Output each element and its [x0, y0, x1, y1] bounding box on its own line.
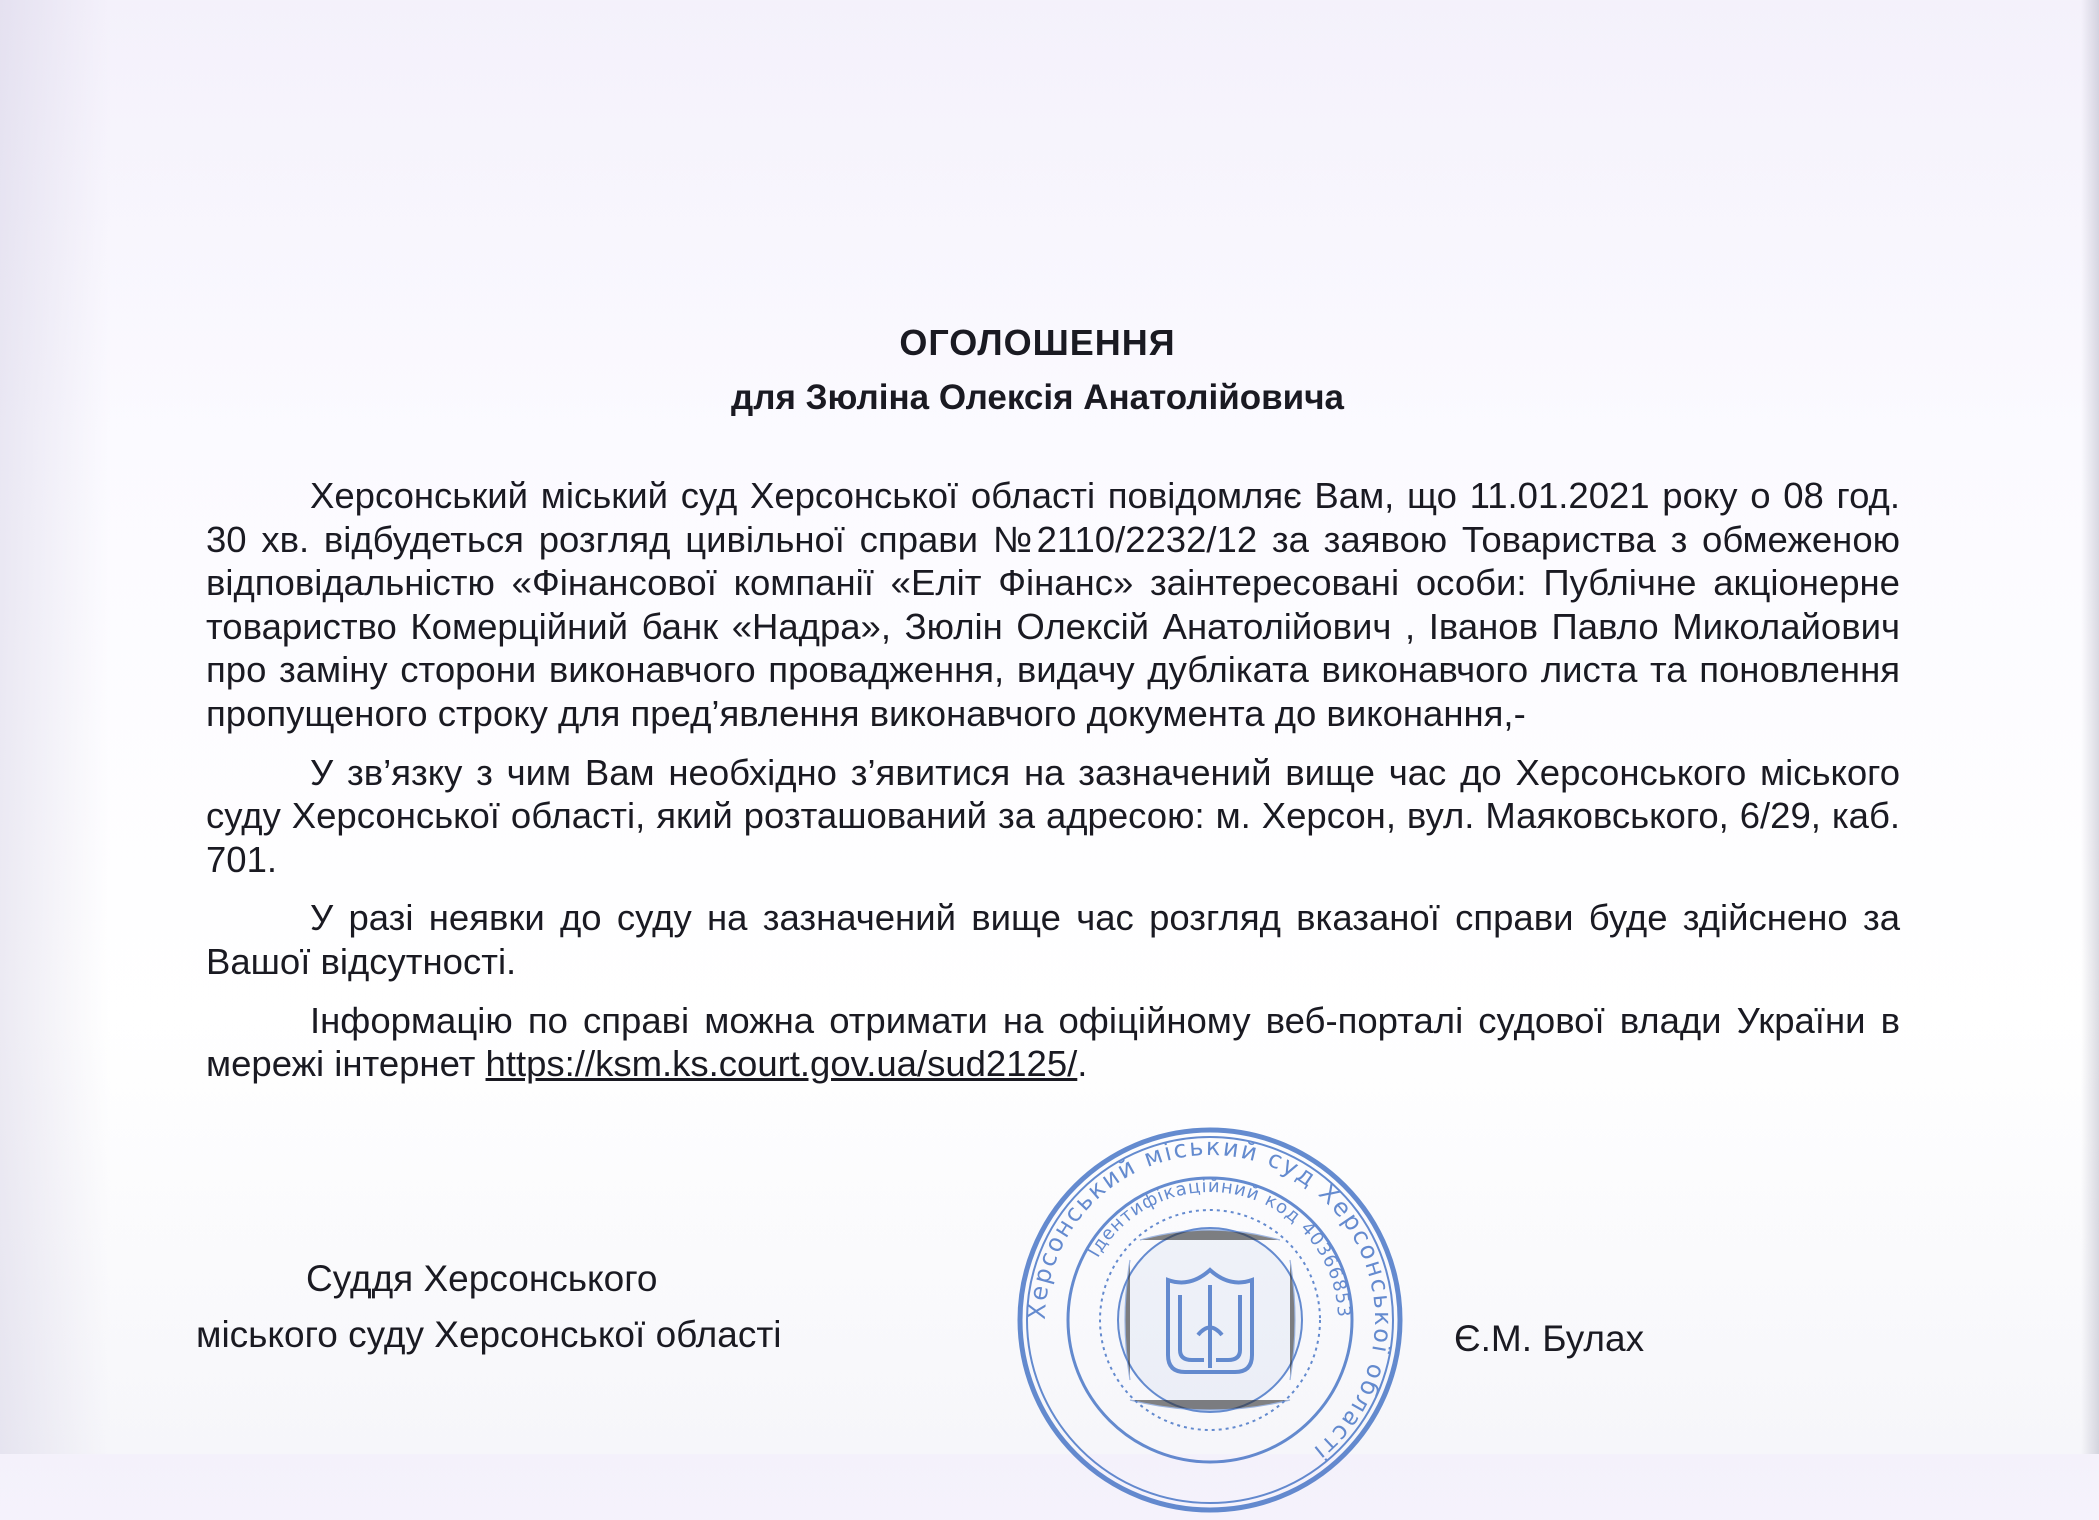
signature-position-line1: Суддя Херсонського: [306, 1258, 658, 1299]
court-seal-stamp: [1000, 1120, 1420, 1520]
paragraph-appearance-request: У зв’язку з чим Вам необхідно з’явитися на зазначений вище час до Херсонського міського суду Херсонської області, який розташований за адресою: м. Херсон, вул. Маяковського, 6/29, каб. 701.: [206, 751, 1900, 880]
stamp-ring-text: Херсонський міський суд Херсонської області: [1022, 1132, 1398, 1468]
signature-position-line2: міського суду Херсонської області: [196, 1314, 782, 1355]
page-shadow-left: [0, 0, 110, 1454]
judge-name: Є.М. Булах: [1454, 1318, 1645, 1359]
paragraph-info-link: [206, 999, 1900, 1086]
court-portal-link[interactable]: https://ksm.ks.court.gov.ua/sud2125/: [485, 1043, 1078, 1085]
stamp-code-text: Ідентифікаційний код 40366853: [1083, 1175, 1355, 1319]
info-link-prefix: Інформацію по справі можна отримати на офіційному веб-порталі судової влади України в мережі інтернет: [206, 999, 1900, 1085]
notice-title: ОГОЛОШЕННЯ: [899, 322, 1176, 363]
paragraph-absence-warning: У разі неявки до суду на зазначений вище час розгляд вказаної справи буде здійснено за Вашої відсутності.: [206, 897, 1900, 982]
info-link-suffix: .: [1077, 1043, 1088, 1085]
notice-body: [206, 474, 1900, 1086]
page-shadow-right: [2081, 0, 2099, 1454]
paragraph-hearing-details: Херсонський міський суд Херсонської області повідомляє Вам, що 11.01.2021 року о 08 год. 30 хв. відбудеться розгляд цивільної справи №2110/2232/12 за заявою Товариства з обмеженою відповідальністю «Фінансової компанії «Еліт Фінанс» заінтересовані особи: Публічне акціонерне товариство Комерційний банк «Надра», Зюлін Олексій Анатолійович , Іванов Павло Миколайович про заміну сторони виконавчого провадження, видачу дубліката виконавчого листа та поновлення пропущеного строку для пред’явлення виконавчого документа до виконання,-: [206, 475, 1900, 734]
notice-addressee: для Зюліна Олексія Анатолійовича: [731, 378, 1344, 417]
